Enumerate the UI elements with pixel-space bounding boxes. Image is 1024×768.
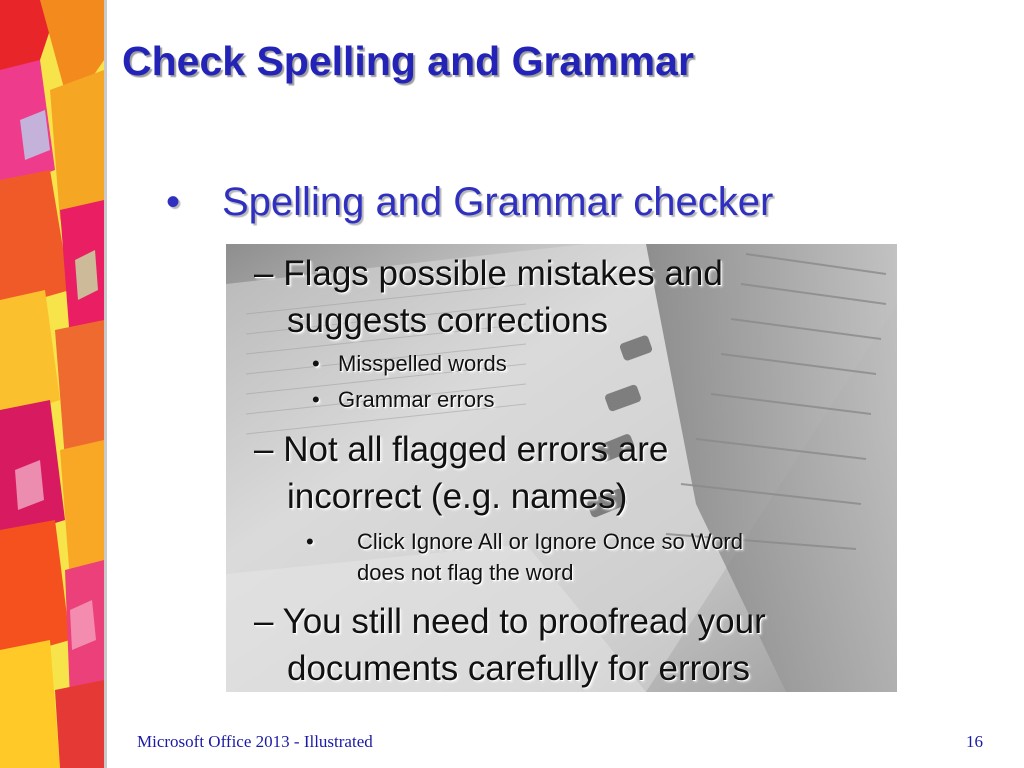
subitem-ignore [306, 526, 314, 557]
subitem-bullet: • [306, 529, 314, 554]
subitem-ignore-line-1: Click Ignore All or Ignore Once so Word [357, 529, 743, 554]
point-2 [254, 426, 668, 473]
point-3 [254, 598, 766, 645]
dictionary-photo-panel [226, 244, 897, 692]
point-2-line-1: Not all flagged errors are [283, 430, 669, 469]
subitem-grammar-text: Grammar errors [338, 387, 495, 412]
decorative-side-strip [0, 0, 104, 768]
dash-glyph: – [254, 254, 274, 293]
point-3-line-1: You still need to proofread your [282, 602, 766, 641]
subitem-misspelled [312, 348, 507, 379]
side-divider-line [104, 0, 107, 768]
subitem-grammar [312, 384, 495, 415]
subitem-misspelled-text: Misspelled words [338, 351, 507, 376]
main-bullet-text: Spelling and Grammar checker [222, 180, 774, 224]
subitem-bullet: • [312, 387, 320, 412]
point-1 [254, 250, 723, 297]
page-number: 16 [966, 732, 983, 751]
footer-course-title: Microsoft Office 2013 - Illustrated [137, 732, 373, 751]
dash-glyph: – [254, 602, 274, 641]
bullet-glyph: • [166, 180, 181, 224]
subitem-bullet: • [312, 351, 320, 376]
point-1-line-2: suggests corrections [287, 301, 608, 340]
point-3-line-2: documents carefully for errors [287, 649, 750, 688]
slide-title: Check Spelling and Grammar [122, 38, 694, 84]
dash-glyph: – [254, 430, 274, 469]
point-2-line-2: incorrect (e.g. names) [287, 477, 628, 516]
subitem-ignore-line-2: does not flag the word [357, 560, 574, 585]
main-bullet [166, 180, 773, 225]
point-1-line-1: Flags possible mistakes and [283, 254, 723, 293]
